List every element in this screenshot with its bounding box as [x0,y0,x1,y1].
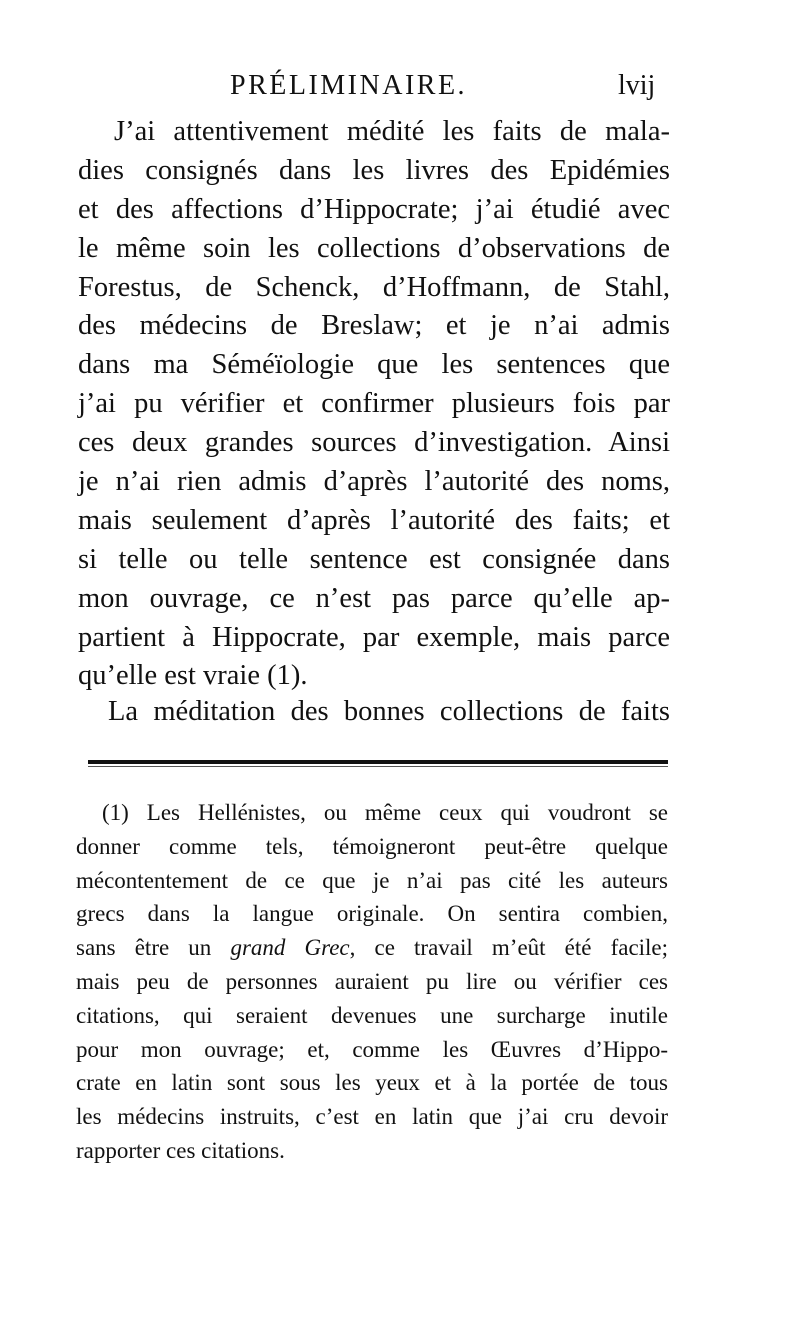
footnote-line: (1) Les Hellénistes, ou même ceux qui voudront se [102,800,668,825]
text-line: si telle ou telle sentence est consignée dans [78,543,670,575]
footnote-line: rapporter ces citations. [76,1137,285,1163]
footnote-italic: grand Grec [230,935,350,961]
running-title: PRÉLIMINAIRE. [230,70,468,101]
footnote-rule [88,760,668,764]
footnote [76,796,668,1168]
footnote-line-mixed [76,931,668,965]
footnote-rule-thin [88,766,668,767]
text-line: La méditation des bonnes collections de faits [108,696,670,727]
footnote-line: crate en latin sont sous les yeux et à la portée de tous [76,1070,668,1096]
text-line: dans ma Séméïologie que les sentences que [78,349,670,381]
footnote-line: citations, qui seraient devenues une surcharge inutile [76,1002,668,1028]
text-line: je n’ai rien admis d’après l’autorité des noms, [78,466,670,498]
footnote-line: mais peu de personnes auraient pu lire ou vérifier ces [76,968,668,994]
paragraph-1 [78,113,670,696]
footnote-line: pour mon ouvrage; et, comme les Œuvres d’Hippo- [76,1036,668,1062]
text-line: mon ouvrage, ce n’est pas parce qu’elle ap- [78,582,670,614]
text-line: Forestus, de Schenck, d’Hoffmann, de Stahl, [78,271,670,303]
text-line: qu’elle est vraie (1). [78,660,308,692]
footnote-line: donner comme tels, témoigneront peut-être quelque [76,833,668,859]
text-line: et des affections d’Hippocrate; j’ai étudié avec [78,193,670,225]
text-line: dies consignés dans les livres des Epidémies [78,154,670,186]
text-line: ces deux grandes sources d’investigation. Ainsi [78,427,670,459]
text-line: des médecins de Breslaw; et je n’ai admis [78,310,670,342]
footnote-text: , ce travail m’eût été facile; [349,935,669,961]
footnote-line: les médecins instruits, c’est en latin que j’ai cru devoir [76,1104,668,1130]
footnote-line: grecs dans la langue originale. On sentira combien, [76,901,668,927]
footnote-line: mécontentement de ce que je n’ai pas cité les auteurs [76,867,668,893]
paragraph-2 [78,693,670,732]
text-line: mais seulement d’après l’autorité des faits; et [78,504,670,536]
text-line: j’ai pu vérifier et confirmer plusieurs fois par [78,388,670,420]
footnote-text: sans être un [76,935,212,961]
text-line: le même soin les collections d’observations de [78,232,670,264]
text-line: partient à Hippocrate, par exemple, mais parce [78,621,670,653]
page-number: lvij [618,70,656,101]
text-line: J’ai attentivement médité les faits de mala- [114,116,670,147]
page-header [0,66,800,106]
